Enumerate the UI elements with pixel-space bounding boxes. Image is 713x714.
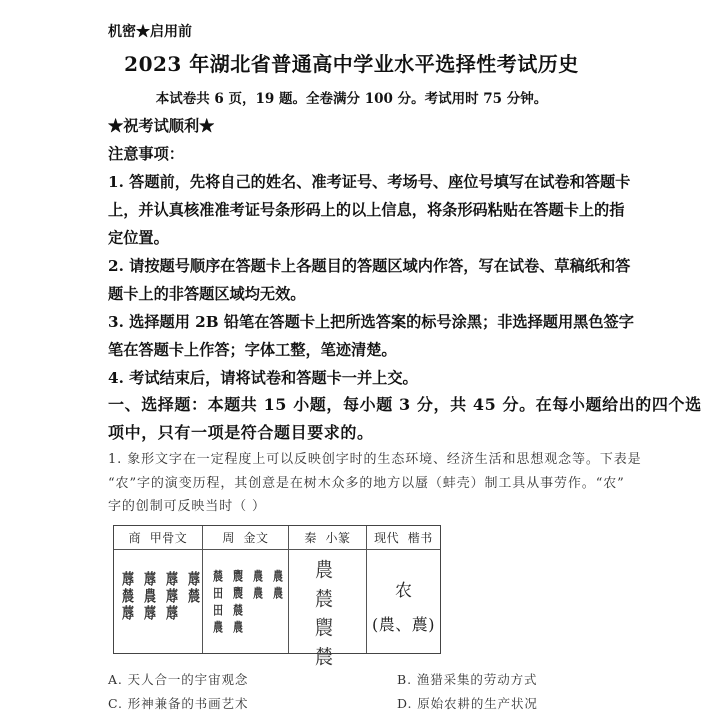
ancient-glyph: 田 — [213, 604, 222, 619]
exam-info: 本试卷共 6 页，19 题。全卷满分 100 分。考试用时 75 分钟。 — [155, 91, 548, 107]
ancient-glyph: 䢉 — [233, 587, 242, 602]
ancient-glyph: 蓐 — [166, 570, 178, 588]
notes-line: 3. 选择题用 2B 铅笔在答题卡上把所选答案的标号涂黑；非选择题用黑色签字 — [108, 313, 634, 331]
section-heading: 一、选择题：本题共 15 小题，每小题 3 分，共 45 分。在每小题给出的四个选 — [108, 395, 702, 414]
ancient-glyph: 農 — [273, 570, 282, 585]
good-luck-line: ★祝考试顺利★ — [108, 117, 215, 135]
traditional-variants: (農、蕽) — [372, 615, 435, 634]
ancient-glyph: 辳 — [233, 604, 242, 619]
ancient-glyph: 蓐 — [144, 604, 156, 622]
character-evolution-table — [113, 525, 441, 670]
small-seal-cell — [289, 550, 367, 670]
ancient-glyph: 農 — [315, 559, 333, 583]
modern-character: 农 — [395, 581, 412, 601]
oracle-glyphs — [122, 572, 204, 621]
option-d[interactable]: D. 原始农耕的生产状况 — [397, 696, 538, 711]
notes-line: 1. 答题前，先将自己的姓名、准考证号、考场号、座位号填写在试卷和答题卡 — [108, 173, 631, 191]
option-b[interactable]: B. 渔猎采集的劳动方式 — [397, 672, 538, 687]
table-header-bronze: 周 金文 — [203, 526, 289, 550]
notes-line: 2. 请按题号顺序在答题卡上各题目的答题区域内作答，写在试卷、草稿纸和答 — [108, 257, 631, 275]
ancient-glyph: 農 — [233, 621, 242, 636]
table-header-modern: 现代 楷书 — [367, 526, 440, 550]
ancient-glyph: 蓐 — [122, 570, 134, 588]
regular-script-cell — [367, 550, 440, 653]
ancient-glyph: 辳 — [315, 646, 333, 670]
notes-line: 笔在答题卡上作答；字体工整，笔迹清楚。 — [108, 341, 397, 359]
confidential-label: 机密★启用前 — [108, 24, 192, 40]
notes-heading: 注意事项： — [108, 145, 184, 163]
ancient-glyph: 蓐 — [166, 587, 178, 605]
ancient-glyph: 辳 — [188, 587, 200, 605]
notes-line: 上，并认真核准准考证号条形码上的以上信息，将条形码粘贴在答题卡上的指 — [108, 201, 625, 219]
section-heading: 项中，只有一项是符合题目要求的。 — [108, 423, 374, 442]
ancient-glyph: 農 — [213, 621, 222, 636]
ancient-glyph: 農 — [273, 587, 282, 602]
option-a[interactable]: A. 天人合一的宇宙观念 — [108, 672, 249, 687]
ancient-glyph: 辳 — [122, 587, 134, 605]
bronze-glyphs — [213, 570, 287, 636]
ancient-glyph: 農 — [253, 587, 262, 602]
question-text: 1. 象形文字在一定程度上可以反映创字时的生态环境、经济生活和思想观念等。下表是 — [108, 452, 642, 467]
option-c[interactable]: C. 形神兼备的书画艺术 — [108, 696, 249, 711]
question-text: 字的创制可反映当时（ ） — [108, 499, 266, 514]
ancient-glyph — [188, 604, 204, 623]
table-header-oracle: 商 甲骨文 — [114, 526, 203, 550]
ancient-glyph: 農 — [144, 587, 156, 605]
notes-line: 题卡上的非答题区域均无效。 — [108, 285, 306, 303]
ancient-glyph: 農 — [253, 570, 262, 585]
ancient-glyph: 䢉 — [233, 570, 242, 585]
notes-line: 定位置。 — [108, 229, 169, 247]
bronze-inscription-cell — [203, 550, 289, 653]
ancient-glyph — [273, 602, 287, 621]
ancient-glyph: 辳 — [213, 570, 222, 585]
oracle-bone-cell — [114, 550, 203, 653]
ancient-glyph: 䢉 — [315, 617, 333, 641]
page-title: 2023 年湖北省普通高中学业水平选择性考试历史 — [124, 52, 579, 76]
question-text: “农”字的演变历程，其创意是在树木众多的地方以蜃（蚌壳）制工具从事劳作。“农” — [108, 476, 625, 491]
ancient-glyph: 蓐 — [188, 570, 200, 588]
seal-glyphs — [315, 556, 333, 669]
ancient-glyph: 蓐 — [122, 604, 134, 622]
ancient-glyph: 蓐 — [166, 604, 178, 622]
table-header-seal: 秦 小篆 — [289, 526, 367, 550]
ancient-glyph: 田 — [213, 587, 222, 602]
ancient-glyph: 辳 — [315, 588, 333, 612]
notes-line: 4. 考试结束后，请将试卷和答题卡一并上交。 — [108, 369, 418, 387]
ancient-glyph — [253, 602, 267, 621]
ancient-glyph: 蓐 — [144, 570, 156, 588]
